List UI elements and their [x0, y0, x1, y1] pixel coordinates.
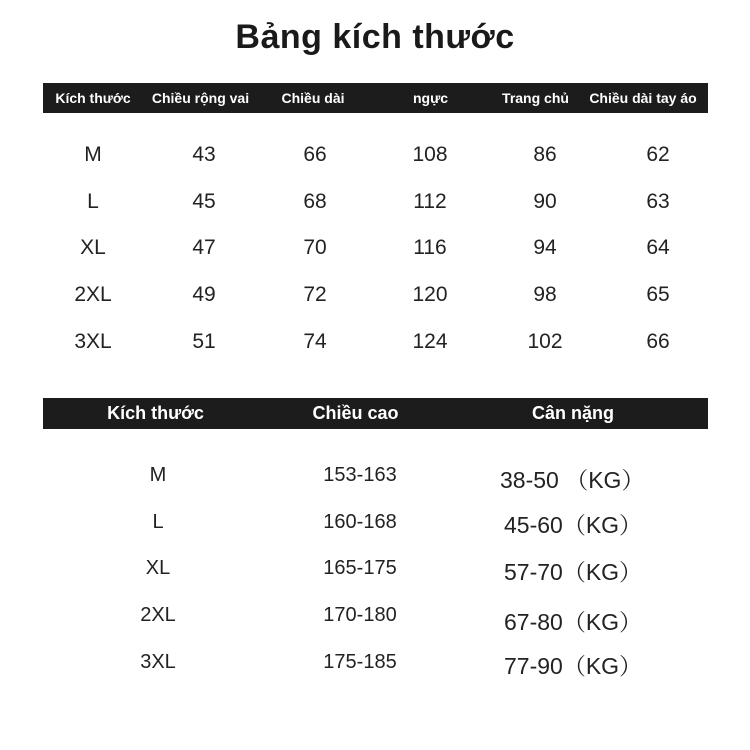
height-cell: 175-185 — [323, 650, 397, 673]
chest-cell: 112 — [413, 190, 447, 213]
hem-cell: 98 — [533, 283, 557, 306]
sleeve-cell: 63 — [646, 190, 670, 213]
weight-cell: 77-90（KG） — [504, 652, 643, 679]
shoulder-cell: 43 — [192, 143, 216, 166]
chest-cell: 116 — [413, 236, 447, 259]
table-row — [0, 460, 750, 493]
shoulder-cell: 45 — [192, 190, 216, 213]
shoulder-cell: 49 — [192, 283, 216, 306]
size-cell: 3XL — [74, 330, 112, 353]
hem-cell: 94 — [533, 236, 557, 259]
table-row — [0, 553, 750, 583]
hem-cell: 102 — [527, 330, 563, 353]
header-chest: ngực — [412, 90, 449, 106]
table-row — [0, 507, 750, 537]
size-cell: M — [149, 463, 167, 486]
chest-cell: 108 — [412, 143, 448, 166]
length-cell: 74 — [303, 330, 327, 353]
height-cell: 170-180 — [323, 603, 397, 626]
length-cell: 66 — [303, 143, 327, 166]
header-shoulder-width: Chiều rộng vai — [151, 90, 250, 106]
table-row — [0, 327, 750, 357]
table-row — [0, 187, 750, 217]
page-title: Bảng kích thước — [235, 18, 515, 56]
weight-cell: 45-60（KG） — [504, 511, 643, 538]
header-height: Chiều cao — [312, 403, 399, 423]
header-weight: Cân nặng — [531, 403, 614, 423]
length-cell: 70 — [303, 236, 327, 259]
height-cell: 160-168 — [323, 510, 397, 533]
chest-cell: 124 — [412, 330, 448, 353]
size-cell: XL — [145, 556, 171, 579]
sleeve-cell: 64 — [646, 236, 670, 259]
hem-cell: 86 — [533, 143, 557, 166]
sleeve-cell: 62 — [646, 143, 670, 166]
weight-cell: 38-50 （KG） — [500, 466, 645, 493]
height-cell: 153-163 — [323, 463, 397, 486]
header-size: Kích thước — [107, 403, 204, 423]
hem-cell: 90 — [533, 190, 557, 213]
table-row — [0, 647, 750, 677]
header-size: Kích thước — [55, 90, 131, 106]
size-cell: 2XL — [140, 603, 176, 626]
chest-cell: 120 — [412, 283, 448, 306]
table-row — [0, 140, 750, 170]
size-cell: L — [152, 510, 164, 533]
size-cell: M — [84, 143, 102, 166]
header-length: Chiều dài — [281, 90, 345, 106]
size-cell: XL — [80, 236, 106, 259]
size-table-header — [43, 83, 708, 113]
sleeve-cell: 65 — [646, 283, 670, 306]
header-sleeve-length: Chiều dài tay áo — [589, 90, 697, 106]
shoulder-cell: 51 — [192, 330, 216, 353]
height-cell: 165-175 — [323, 556, 397, 579]
weight-cell: 67-80（KG） — [504, 608, 643, 635]
size-cell: 2XL — [74, 283, 112, 306]
size-cell: 3XL — [140, 650, 176, 673]
table-row — [0, 600, 750, 635]
table-row — [0, 280, 750, 310]
length-cell: 68 — [303, 190, 327, 213]
length-cell: 72 — [303, 283, 327, 306]
sleeve-cell: 66 — [646, 330, 670, 353]
header-hem: Trang chủ — [502, 90, 569, 106]
table-row — [0, 233, 750, 263]
size-cell: L — [87, 190, 99, 213]
weight-table-header — [43, 398, 708, 429]
shoulder-cell: 47 — [192, 236, 216, 259]
weight-cell: 57-70（KG） — [504, 558, 643, 585]
